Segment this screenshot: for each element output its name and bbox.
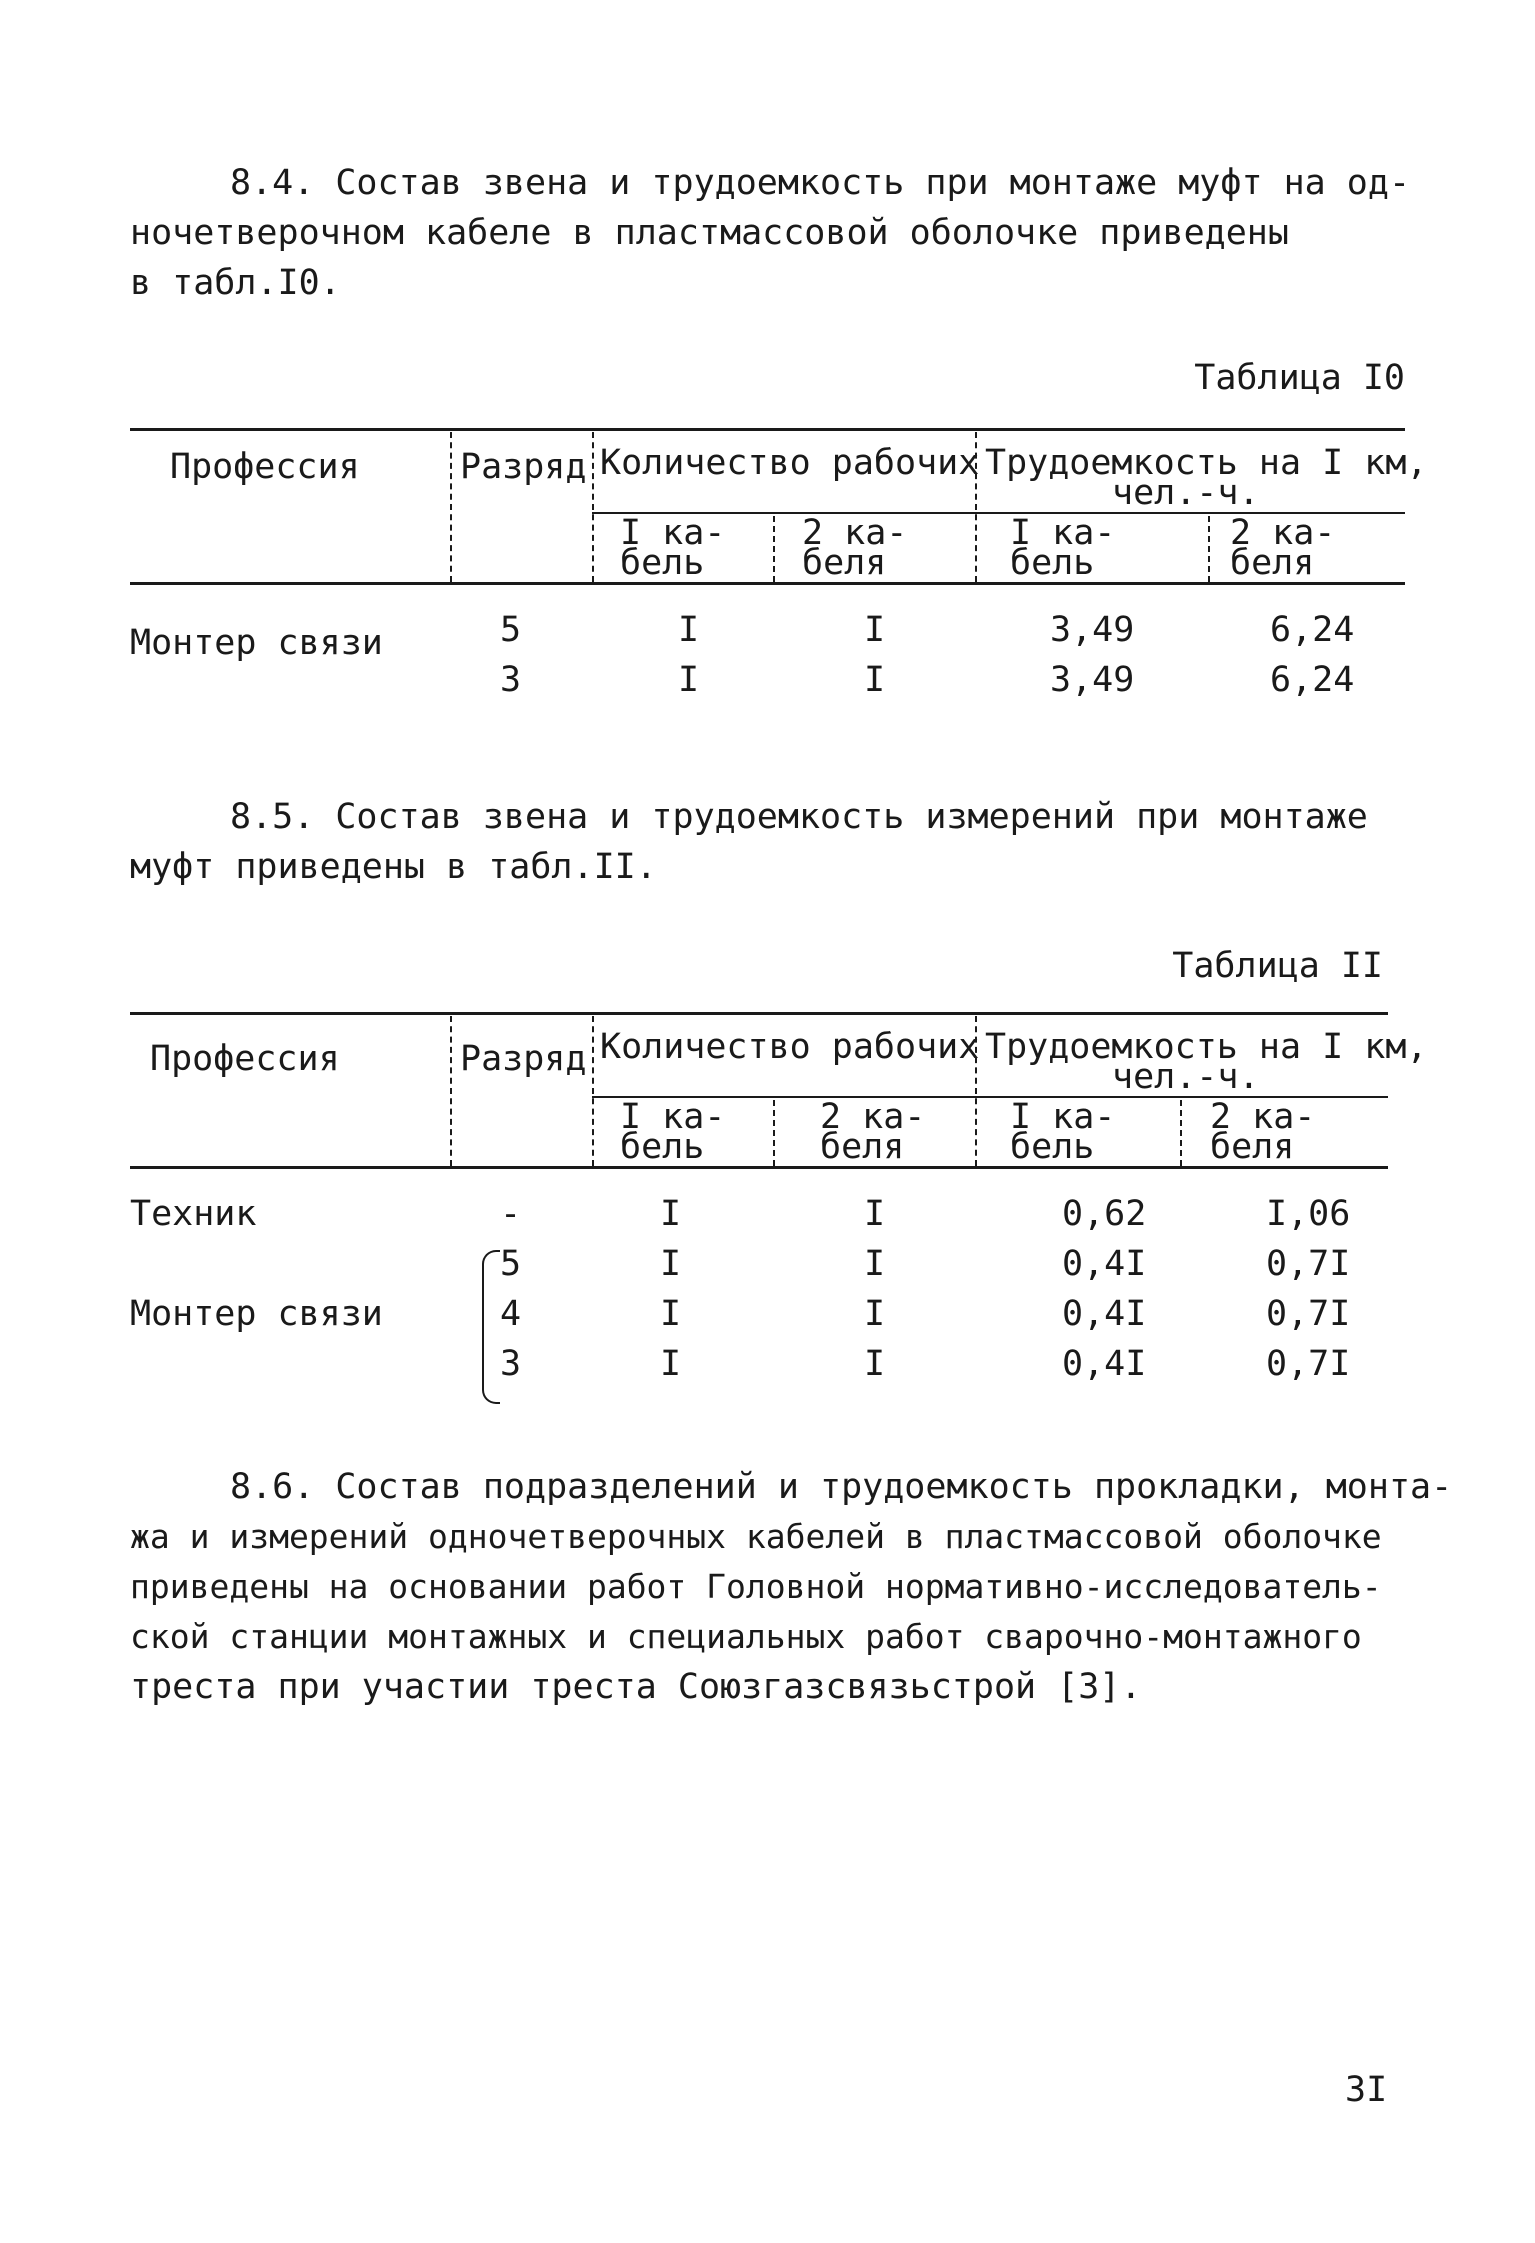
- subheader-2-cables-b: беля: [820, 1127, 905, 1167]
- text-line: 8.4. Состав звена и трудоемкость при монтаже муфт на од-: [230, 163, 1411, 203]
- column-divider: [1208, 516, 1210, 582]
- column-divider: [450, 1016, 452, 1166]
- column-divider: [592, 1016, 594, 1166]
- row-2-workers-1: I: [678, 660, 700, 700]
- row-1-grade: 5: [500, 610, 522, 650]
- column-divider: [592, 432, 594, 582]
- text-line: 8.6. Состав подразделений и трудоемкость прокладки, монта-: [230, 1467, 1453, 1507]
- row-3-workers-1: I: [660, 1294, 682, 1334]
- header-labor-line1: Трудоемкость на I км,: [985, 443, 1428, 483]
- row-1-workers-2: I: [864, 1194, 886, 1234]
- subheader-2-cables-a: 2 ка-: [1210, 1097, 1316, 1137]
- row-1-workers-2: I: [864, 610, 886, 650]
- row-2-grade: 5: [500, 1244, 522, 1284]
- subheader-1-cable-a: I ка-: [620, 513, 726, 553]
- table-11-caption: Таблица II: [1172, 946, 1383, 986]
- text-line: в табл.I0.: [130, 263, 341, 303]
- subheader-1-cable-b: бель: [1010, 1127, 1095, 1167]
- row-1-labor-1: 0,62: [1062, 1194, 1147, 1234]
- page-number: 3I: [1345, 2070, 1388, 2110]
- subheader-1-cable-b: бель: [620, 543, 705, 583]
- header-labor-line1: Трудоемкость на I км,: [985, 1027, 1428, 1067]
- row-1-workers-1: I: [660, 1194, 682, 1234]
- row-4-labor-1: 0,4I: [1062, 1344, 1147, 1384]
- table-top-rule: [130, 1012, 1388, 1015]
- table-11: [130, 1012, 1428, 1412]
- table-10-caption: Таблица I0: [1194, 358, 1405, 398]
- text-line: ночетверочном кабеле в пластмассовой оболочке приведены: [130, 213, 1289, 253]
- header-workers: Количество рабочих: [600, 443, 980, 483]
- row-3-workers-2: I: [864, 1294, 886, 1334]
- table-top-rule: [130, 428, 1405, 431]
- row-4-grade: 3: [500, 1344, 522, 1384]
- row-2-grade: 3: [500, 660, 522, 700]
- row-1-labor-2: I,06: [1266, 1194, 1351, 1234]
- row-2-labor-2: 6,24: [1270, 660, 1355, 700]
- subheader-2-cables-b: беля: [802, 543, 887, 583]
- paragraph-8-4: [130, 158, 1420, 308]
- row-1-labor-2: 6,24: [1270, 610, 1355, 650]
- table-10: [130, 428, 1428, 700]
- row-2-labor-1: 0,4I: [1062, 1244, 1147, 1284]
- text-line: приведены на основании работ Головной нормативно-исследователь-: [130, 1567, 1382, 1606]
- row-1-profession: Техник: [130, 1194, 257, 1234]
- header-bottom-rule: [130, 1166, 1388, 1169]
- row-2-workers-2: I: [864, 1244, 886, 1284]
- subheader-1-cable-a: I ка-: [620, 1097, 726, 1137]
- row-3-labor-1: 0,4I: [1062, 1294, 1147, 1334]
- subheader-1-cable-a: I ка-: [1010, 1097, 1116, 1137]
- text-line: 8.5. Состав звена и трудоемкость измерений при монтаже: [230, 797, 1368, 837]
- row-1-labor-1: 3,49: [1050, 610, 1135, 650]
- column-divider: [1180, 1100, 1182, 1166]
- row-3-labor-2: 0,7I: [1266, 1294, 1351, 1334]
- text-line: муфт приведены в табл.II.: [130, 847, 657, 887]
- subheader-2-cables-a: 2 ка-: [802, 513, 908, 553]
- header-workers: Количество рабочих: [600, 1027, 980, 1067]
- row-1-profession: Монтер связи: [130, 623, 383, 663]
- header-profession: Профессия: [150, 1039, 340, 1079]
- row-3-grade: 4: [500, 1294, 522, 1334]
- row-1-workers-1: I: [678, 610, 700, 650]
- subheader-1-cable-a: I ка-: [1010, 513, 1116, 553]
- header-profession: Профессия: [170, 447, 360, 487]
- header-grade: Разряд: [460, 447, 587, 487]
- subheader-2-cables-a: 2 ка-: [1230, 513, 1336, 553]
- header-labor-line2: чел.-ч.: [1112, 473, 1260, 513]
- row-2-workers-2: I: [864, 660, 886, 700]
- header-grade: Разряд: [460, 1039, 587, 1079]
- text-line: треста при участии треста Союзгазсвязьстрой [3].: [130, 1667, 1142, 1707]
- row-4-workers-2: I: [864, 1344, 886, 1384]
- row-2-labor-1: 3,49: [1050, 660, 1135, 700]
- row-2-labor-2: 0,7I: [1266, 1244, 1351, 1284]
- column-divider: [773, 516, 775, 582]
- paragraph-8-6: [130, 1462, 1453, 1712]
- subheader-2-cables-a: 2 ка-: [820, 1097, 926, 1137]
- text-line: жа и измерений одночетверочных кабелей в пластмассовой оболочке: [130, 1517, 1382, 1556]
- column-divider: [450, 432, 452, 582]
- subheader-1-cable-b: бель: [620, 1127, 705, 1167]
- subheader-2-cables-b: беля: [1230, 543, 1315, 583]
- text-line: ской станции монтажных и специальных работ сварочно-монтажного: [130, 1617, 1362, 1656]
- header-bottom-rule: [130, 582, 1405, 585]
- paragraph-8-5: [130, 792, 1420, 892]
- row-2-workers-1: I: [660, 1244, 682, 1284]
- subheader-1-cable-b: бель: [1010, 543, 1095, 583]
- row-4-workers-1: I: [660, 1344, 682, 1384]
- column-divider: [773, 1100, 775, 1166]
- row-group-brace: [482, 1250, 500, 1404]
- row-3-profession: Монтер связи: [130, 1294, 383, 1334]
- header-labor-line2: чел.-ч.: [1112, 1057, 1260, 1097]
- row-4-labor-2: 0,7I: [1266, 1344, 1351, 1384]
- row-1-grade: -: [500, 1194, 522, 1234]
- subheader-2-cables-b: беля: [1210, 1127, 1295, 1167]
